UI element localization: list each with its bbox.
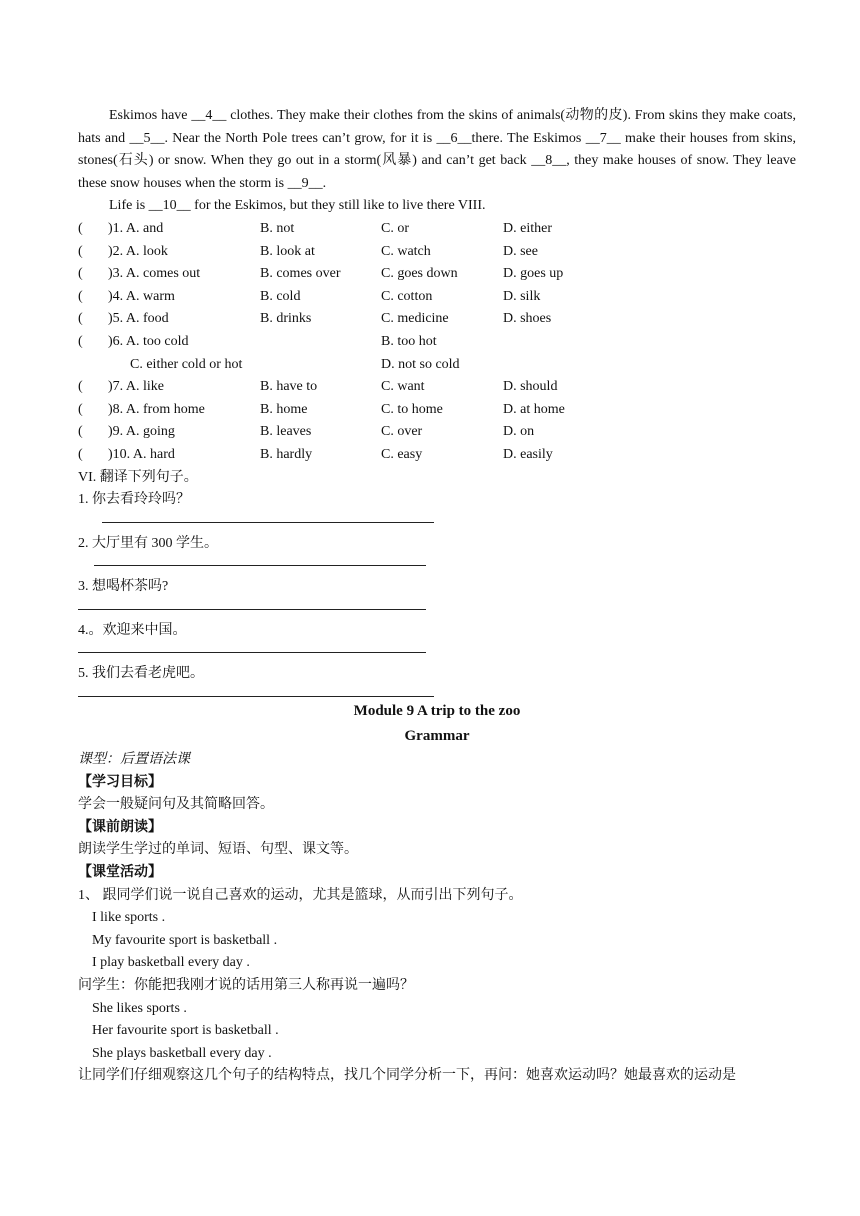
passage-paragraph-2 <box>78 195 796 218</box>
option-d: D. on <box>503 424 535 440</box>
answer-paren: ( <box>78 243 83 259</box>
answer-line-4[interactable] <box>78 651 426 653</box>
answer-paren: ( <box>78 446 83 462</box>
translation-item-5: 5. 我们去看老虎吧。 <box>78 666 204 682</box>
passage-paragraph-1 <box>78 105 796 195</box>
answer-paren: ( <box>78 288 83 304</box>
example-sentence: My favourite sport is basketball . <box>92 932 278 948</box>
answer-paren: ( <box>78 220 83 236</box>
goal-heading: 【学习目标】 <box>78 774 162 790</box>
passage-text-2: Life is __10__ for the Eskimos, but they still like to live there VIII. <box>109 198 486 214</box>
option-d: D. goes up <box>503 266 564 282</box>
option-b: B. have to <box>260 379 318 395</box>
answer-line-5[interactable] <box>78 695 434 697</box>
option-d: D. see <box>503 243 538 259</box>
question-row <box>78 218 796 241</box>
option-c: C. goes down <box>381 266 458 282</box>
translation-item-2: 2. 大厅里有 300 学生。 <box>78 535 218 551</box>
option-c: C. cotton <box>381 288 433 304</box>
option-d: D. shoes <box>503 311 552 327</box>
answer-paren: ( <box>78 333 83 349</box>
option-b: B. look at <box>260 243 315 259</box>
option-a: )1. A. and <box>108 220 164 236</box>
option-d: D. at home <box>503 401 565 417</box>
question-row <box>78 241 796 264</box>
question-row <box>78 331 796 354</box>
option-b: B. leaves <box>260 424 312 440</box>
translation-item-1: 1. 你去看玲玲吗？ <box>78 492 190 508</box>
option-d: D. not so cold <box>381 356 460 372</box>
option-a: )2. A. look <box>108 243 168 259</box>
question-row-continued <box>78 354 796 377</box>
module-title: Module 9 A trip to the zoo <box>353 703 521 720</box>
preread-heading: 【课前朗读】 <box>78 819 162 835</box>
option-d: D. either <box>503 220 552 236</box>
option-a: )5. A. food <box>108 311 169 327</box>
answer-paren: ( <box>78 311 83 327</box>
question-row <box>78 421 796 444</box>
activity-heading: 【课堂活动】 <box>78 865 162 881</box>
option-a: )9. A. going <box>108 424 175 440</box>
translation-item-4: 4.。欢迎来中国。 <box>78 622 187 638</box>
example-sentence: I like sports . <box>92 910 166 926</box>
option-d: D. easily <box>503 446 553 462</box>
option-c: C. medicine <box>381 311 449 327</box>
question-row <box>78 286 796 309</box>
option-c: C. want <box>381 379 425 395</box>
lesson-type: 课型：后置语法课 <box>78 752 190 768</box>
option-b: B. comes over <box>260 266 341 282</box>
answer-paren: ( <box>78 424 83 440</box>
option-a: )3. A. comes out <box>108 266 201 282</box>
last-line: 让同学们仔细观察这几个句子的结构特点，找几个同学分析一下，再问：她喜欢运动吗？她最喜欢的运动是 <box>78 1068 736 1084</box>
option-b: B. drinks <box>260 311 312 327</box>
option-b: B. hardly <box>260 446 313 462</box>
option-c: C. over <box>381 424 423 440</box>
option-c: C. easy <box>381 446 423 462</box>
passage-text-1: Eskimos have __4__ clothes. They make their clothes from the skins of animals(动物的皮). From skins they make coats, hats and __5__. Near the North Pole trees can’t grow, for it is __6__there. The Eskimos __7__ make their houses from skins, stones(石头) or snow. When they go out in a storm(风暴) and can’t get back __8__, they make houses of snow. They leave these snow houses when the storm is __9__. <box>78 108 796 191</box>
answer-paren: ( <box>78 401 83 417</box>
question-row <box>78 399 796 422</box>
question-row <box>78 376 796 399</box>
preread-text: 朗读学生学过的单词、短语、句型、课文等。 <box>78 842 358 858</box>
example-sentence: She likes sports . <box>92 1000 187 1016</box>
option-b: B. too hot <box>381 333 437 349</box>
option-a: )8. A. from home <box>108 401 205 417</box>
answer-line-1[interactable] <box>102 521 434 523</box>
goal-text: 学会一般疑问句及其简略回答。 <box>78 797 274 813</box>
answer-paren: ( <box>78 266 83 282</box>
translation-item-3: 3. 想喝杯茶吗? <box>78 579 169 595</box>
option-b: B. cold <box>260 288 301 304</box>
option-c: C. either cold or hot <box>130 356 243 372</box>
option-a: )10. A. hard <box>108 446 175 462</box>
option-c: C. to home <box>381 401 443 417</box>
option-a: )7. A. like <box>108 379 164 395</box>
option-c: C. or <box>381 220 409 236</box>
document-page <box>78 105 796 1088</box>
option-a: )4. A. warm <box>108 288 175 304</box>
translation-heading: VI. 翻译下列句子。 <box>78 469 198 485</box>
answer-paren: ( <box>78 379 83 395</box>
option-d: D. silk <box>503 288 541 304</box>
activity-step-1: 1、 跟同学们说一说自己喜欢的运动，尤其是篮球，从而引出下列句子。 <box>78 887 523 903</box>
answer-line-3[interactable] <box>78 608 426 610</box>
question-row <box>78 308 796 331</box>
module-subtitle: Grammar <box>404 728 470 745</box>
question-row <box>78 444 796 467</box>
example-sentence: She plays basketball every day . <box>92 1045 272 1061</box>
option-c: C. watch <box>381 243 431 259</box>
question-row <box>78 263 796 286</box>
example-sentence: Her favourite sport is basketball . <box>92 1023 279 1039</box>
question-list <box>78 218 796 467</box>
option-b: B. not <box>260 220 295 236</box>
option-a: )6. A. too cold <box>108 333 189 349</box>
ask-students: 问学生：你能把我刚才说的话用第三人称再说一遍吗？ <box>78 978 414 993</box>
example-sentence: I play basketball every day . <box>92 955 250 971</box>
option-d: D. should <box>503 379 558 395</box>
option-b: B. home <box>260 401 308 417</box>
answer-line-2[interactable] <box>94 564 426 566</box>
